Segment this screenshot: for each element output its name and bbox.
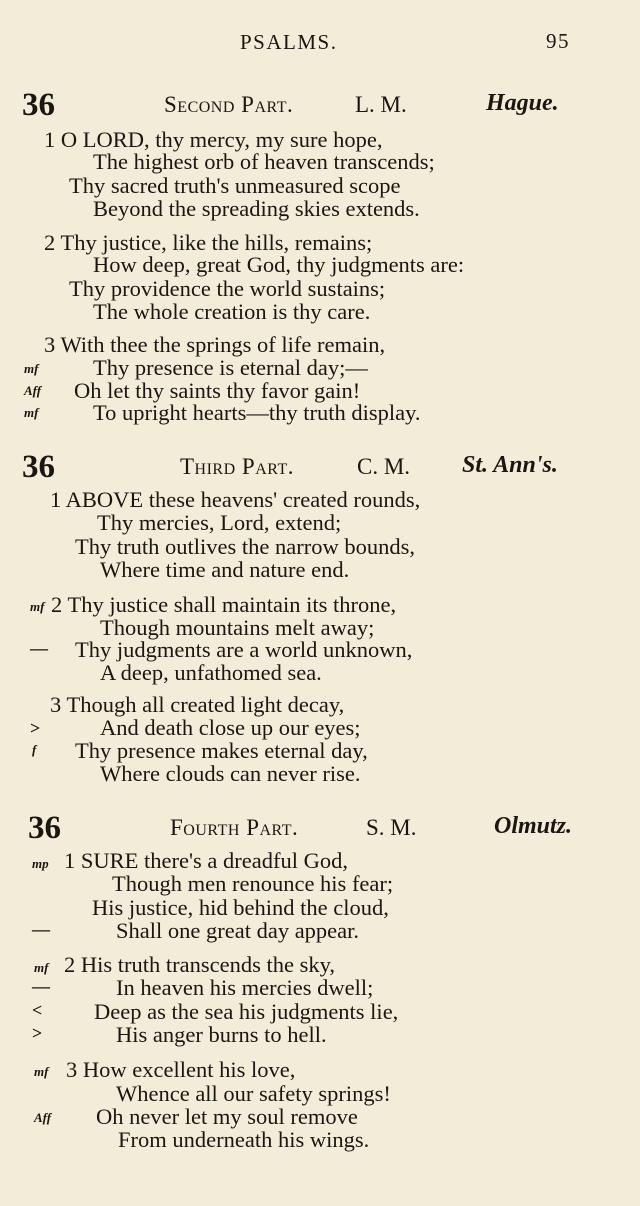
dynamic-mark: mf: [30, 599, 45, 614]
psalm-number: 36: [28, 810, 61, 846]
dynamic-mark: mp: [32, 856, 49, 871]
hymn-line: From underneath his wings.: [118, 1127, 370, 1152]
dynamic-mark: mf: [34, 960, 49, 975]
hymn-line: 3 Though all created light decay,: [50, 692, 345, 717]
part-heading: [164, 92, 293, 118]
expression-mark: —: [32, 976, 50, 996]
meter-label: L. M.: [355, 92, 407, 117]
hymn-line: Beyond the spreading skies extends.: [93, 196, 420, 221]
meter-label: S. M.: [366, 815, 417, 840]
dynamic-mark: mf: [34, 1064, 49, 1079]
dynamic-mark: Aff: [24, 383, 42, 398]
part-label: Second Part.: [164, 92, 294, 117]
hymn-line: Whence all our safety springs!: [116, 1081, 391, 1106]
hymn-line: Where time and nature end.: [100, 557, 350, 582]
hymn-line: His anger burns to hell.: [116, 1022, 327, 1047]
dynamic-mark: mf: [24, 405, 39, 420]
hymn-line: Thy truth outlives the narrow bounds,: [75, 534, 415, 559]
hymn-line: 2 Thy justice, like the hills, remains;: [44, 230, 373, 255]
expression-mark: —: [30, 638, 48, 658]
part-label: Fourth Part.: [170, 815, 299, 840]
hymn-line: And death close up our eyes;: [100, 715, 361, 740]
dynamic-mark: f: [32, 742, 37, 757]
psalm-number: 36: [22, 449, 55, 485]
tune-name: Hague.: [486, 90, 559, 116]
part-heading: [170, 815, 298, 841]
hymn-line: Thy mercies, Lord, extend;: [97, 510, 342, 535]
hymn-line: To upright hearts—thy truth display.: [93, 400, 421, 425]
hymn-line: The whole creation is thy care.: [93, 299, 371, 324]
hymn-line: Oh let thy saints thy favor gain!: [74, 378, 361, 403]
hymn-line: 2 His truth transcends the sky,: [64, 952, 335, 977]
hymn-line: Where clouds can never rise.: [100, 761, 361, 786]
hymn-line: Thy judgments are a world unknown,: [75, 637, 413, 662]
hymn-line: Thy presence makes eternal day,: [75, 738, 368, 763]
running-title: PSALMS.: [240, 30, 338, 54]
dynamic-mark: Aff: [34, 1110, 52, 1125]
expression-mark: >: [30, 718, 41, 738]
tune-name: St. Ann's.: [462, 452, 558, 478]
hymn-line: 1 SURE there's a dreadful God,: [64, 848, 348, 873]
hymn-line: A deep, unfathomed sea.: [100, 660, 322, 685]
expression-mark: <: [32, 1000, 43, 1020]
psalm-number: 36: [22, 87, 55, 123]
part-heading: [180, 454, 294, 480]
dynamic-mark: mf: [24, 361, 39, 376]
expression-mark: —: [32, 919, 50, 939]
expression-mark: >: [32, 1023, 43, 1043]
hymn-line: 1 ABOVE these heavens' created rounds,: [50, 487, 421, 512]
tune-name: Olmutz.: [494, 813, 573, 839]
hymn-line: Deep as the sea his judgments lie,: [94, 999, 399, 1024]
hymn-line: 3 How excellent his love,: [66, 1057, 296, 1082]
hymn-line: 2 Thy justice shall maintain its throne,: [51, 592, 397, 617]
hymn-line: Thy presence is eternal day;—: [93, 355, 368, 380]
hymn-line: Though men renounce his fear;: [112, 871, 394, 896]
hymn-line: Thy providence the world sustains;: [69, 276, 386, 301]
page-number: 95: [546, 29, 570, 53]
hymn-line: Oh never let my soul remove: [96, 1104, 358, 1129]
hymn-line: How deep, great God, thy judgments are:: [93, 252, 465, 277]
hymn-line: His justice, hid behind the cloud,: [92, 895, 389, 920]
hymn-line: Thy sacred truth's unmeasured scope: [69, 173, 401, 198]
hymn-line: Shall one great day appear.: [116, 918, 360, 943]
hymn-line: Though mountains melt away;: [100, 615, 375, 640]
part-label: Third Part.: [180, 454, 294, 479]
hymn-line: The highest orb of heaven transcends;: [93, 149, 435, 174]
meter-label: C. M.: [357, 454, 411, 479]
hymn-line: 3 With thee the springs of life remain,: [44, 332, 386, 357]
hymn-line: In heaven his mercies dwell;: [116, 975, 374, 1000]
hymn-line: 1 O LORD, thy mercy, my sure hope,: [44, 127, 383, 152]
